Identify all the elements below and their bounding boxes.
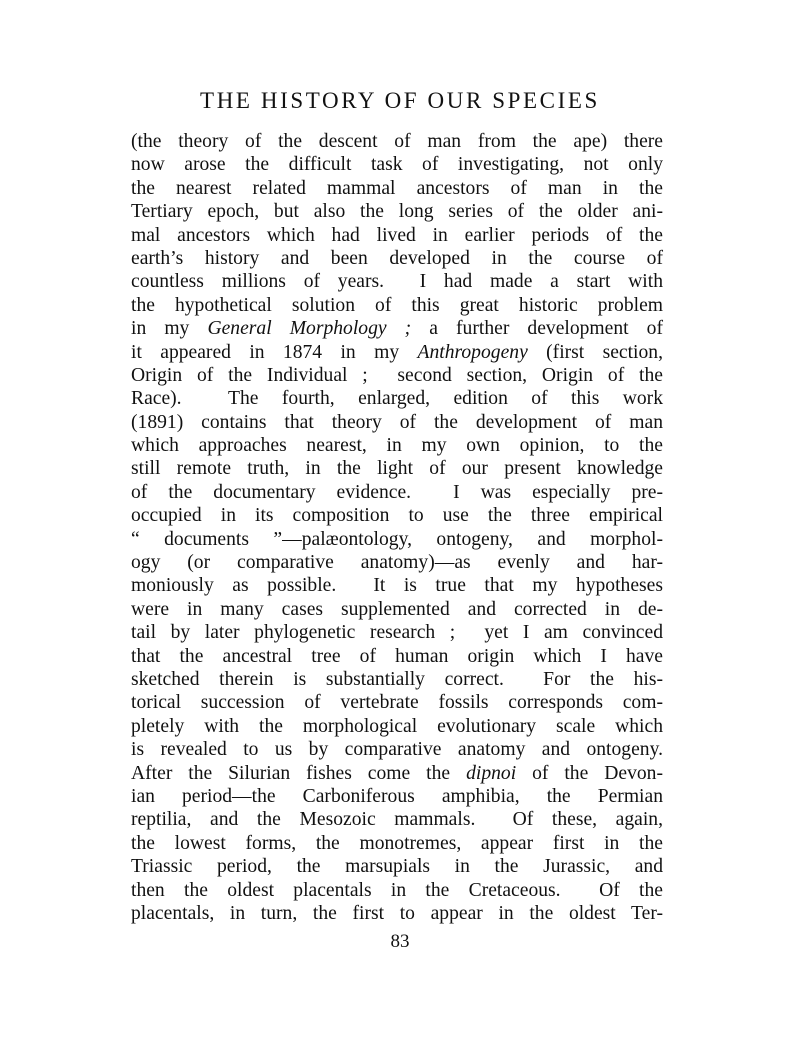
text-run: then the oldest placentals in the Cretaceous. Of the bbox=[131, 879, 663, 901]
text-line bbox=[131, 879, 663, 902]
text-run: Triassic period, the marsupials in the Jurassic, and bbox=[131, 856, 663, 878]
text-line bbox=[131, 387, 663, 410]
text-line bbox=[131, 153, 663, 176]
text-run: reptilia, and the Mesozoic mammals. Of these, again, bbox=[131, 809, 663, 831]
text-run: tail by later phylogenetic research ; yet I am convinced bbox=[131, 622, 663, 644]
text-run: now arose the difficult task of investigating, not only bbox=[131, 154, 663, 176]
text-line bbox=[131, 715, 663, 738]
text-line bbox=[131, 411, 663, 434]
text-line bbox=[131, 364, 663, 387]
text-line bbox=[131, 200, 663, 223]
text-line bbox=[131, 130, 663, 153]
text-line bbox=[131, 457, 663, 480]
text-run: ogy (or comparative anatomy)—as evenly and har- bbox=[131, 552, 663, 574]
text-run: pletely with the morphological evolutionary scale which bbox=[131, 715, 663, 737]
text-run: (the theory of the descent of man from the ape) there bbox=[131, 131, 663, 152]
text-run: were in many cases supplemented and corrected in de- bbox=[131, 598, 663, 620]
text-line bbox=[131, 902, 663, 925]
text-line bbox=[131, 808, 663, 831]
text-run: of the documentary evidence. I was especially pre- bbox=[131, 481, 663, 503]
text-line bbox=[131, 551, 663, 574]
text-run: (1891) contains that theory of the development of man bbox=[131, 411, 663, 433]
text-line bbox=[131, 621, 663, 644]
text-line bbox=[131, 691, 663, 714]
text-run: still remote truth, in the light of our present knowledge bbox=[131, 458, 663, 480]
text-line bbox=[131, 177, 663, 200]
text-run: placentals, in turn, the first to appear in the oldest Ter- bbox=[131, 902, 663, 924]
text-run: the hypothetical solution of this great historic problem bbox=[131, 294, 663, 316]
text-line bbox=[131, 598, 663, 621]
text-run: mal ancestors which had lived in earlier periods of the bbox=[131, 224, 663, 246]
text-run: ian period—the Carboniferous amphibia, the Permian bbox=[131, 785, 663, 807]
text-run: Origin of the Individual ; second section, Origin of the bbox=[131, 364, 663, 386]
text-run: earth’s history and been developed in the course of bbox=[131, 247, 663, 269]
text-line bbox=[131, 434, 663, 457]
text-run: in my bbox=[131, 318, 208, 340]
text-run: the nearest related mammal ancestors of man in the bbox=[131, 177, 663, 199]
text-run: it appeared in 1874 in my bbox=[131, 341, 418, 363]
text-line bbox=[131, 855, 663, 878]
text-line bbox=[131, 762, 663, 785]
text-run: of the Devon- bbox=[516, 762, 664, 784]
text-run: “ documents ”—palæontology, ontogeny, and morphol- bbox=[131, 528, 663, 550]
text-run: which approaches nearest, in my own opinion, to the bbox=[131, 435, 663, 457]
text-line bbox=[131, 504, 663, 527]
running-head: THE HISTORY OF OUR SPECIES bbox=[200, 88, 600, 113]
text-line bbox=[131, 528, 663, 551]
text-run: (first section, bbox=[527, 341, 663, 363]
text-line bbox=[131, 481, 663, 504]
text-line bbox=[131, 645, 663, 668]
text-run: occupied in its composition to use the three empirical bbox=[131, 505, 663, 527]
text-run: After the Silurian fishes come the bbox=[131, 762, 467, 784]
text-line bbox=[131, 317, 663, 340]
italic-text: dipnoi bbox=[466, 762, 517, 784]
text-line bbox=[131, 294, 663, 317]
text-line bbox=[131, 738, 663, 761]
text-run: sketched therein is substantially correct. For the his- bbox=[131, 668, 663, 690]
text-line bbox=[131, 832, 663, 855]
italic-text: Anthropogeny bbox=[417, 341, 528, 363]
body-text bbox=[131, 130, 663, 925]
text-line bbox=[131, 785, 663, 808]
text-line bbox=[131, 341, 663, 364]
text-run: the lowest forms, the monotremes, appear first in the bbox=[131, 832, 663, 854]
text-line bbox=[131, 668, 663, 691]
text-line bbox=[131, 270, 663, 293]
text-run: a further development of bbox=[411, 318, 664, 340]
text-run: countless millions of years. I had made a start with bbox=[131, 271, 663, 293]
text-run: is revealed to us by comparative anatomy and ontogeny. bbox=[131, 739, 663, 761]
text-run: moniously as possible. It is true that my hypotheses bbox=[131, 575, 663, 597]
text-line bbox=[131, 574, 663, 597]
page-number: 83 bbox=[390, 931, 410, 952]
text-run: Tertiary epoch, but also the long series of the older ani- bbox=[131, 201, 663, 223]
italic-text: General Morphology ; bbox=[207, 318, 412, 340]
text-run: Race). The fourth, enlarged, edition of this work bbox=[131, 388, 663, 410]
text-run: torical succession of vertebrate fossils corresponds com- bbox=[131, 692, 663, 714]
text-line bbox=[131, 224, 663, 247]
text-line bbox=[131, 247, 663, 270]
text-run: that the ancestral tree of human origin which I have bbox=[131, 645, 663, 667]
